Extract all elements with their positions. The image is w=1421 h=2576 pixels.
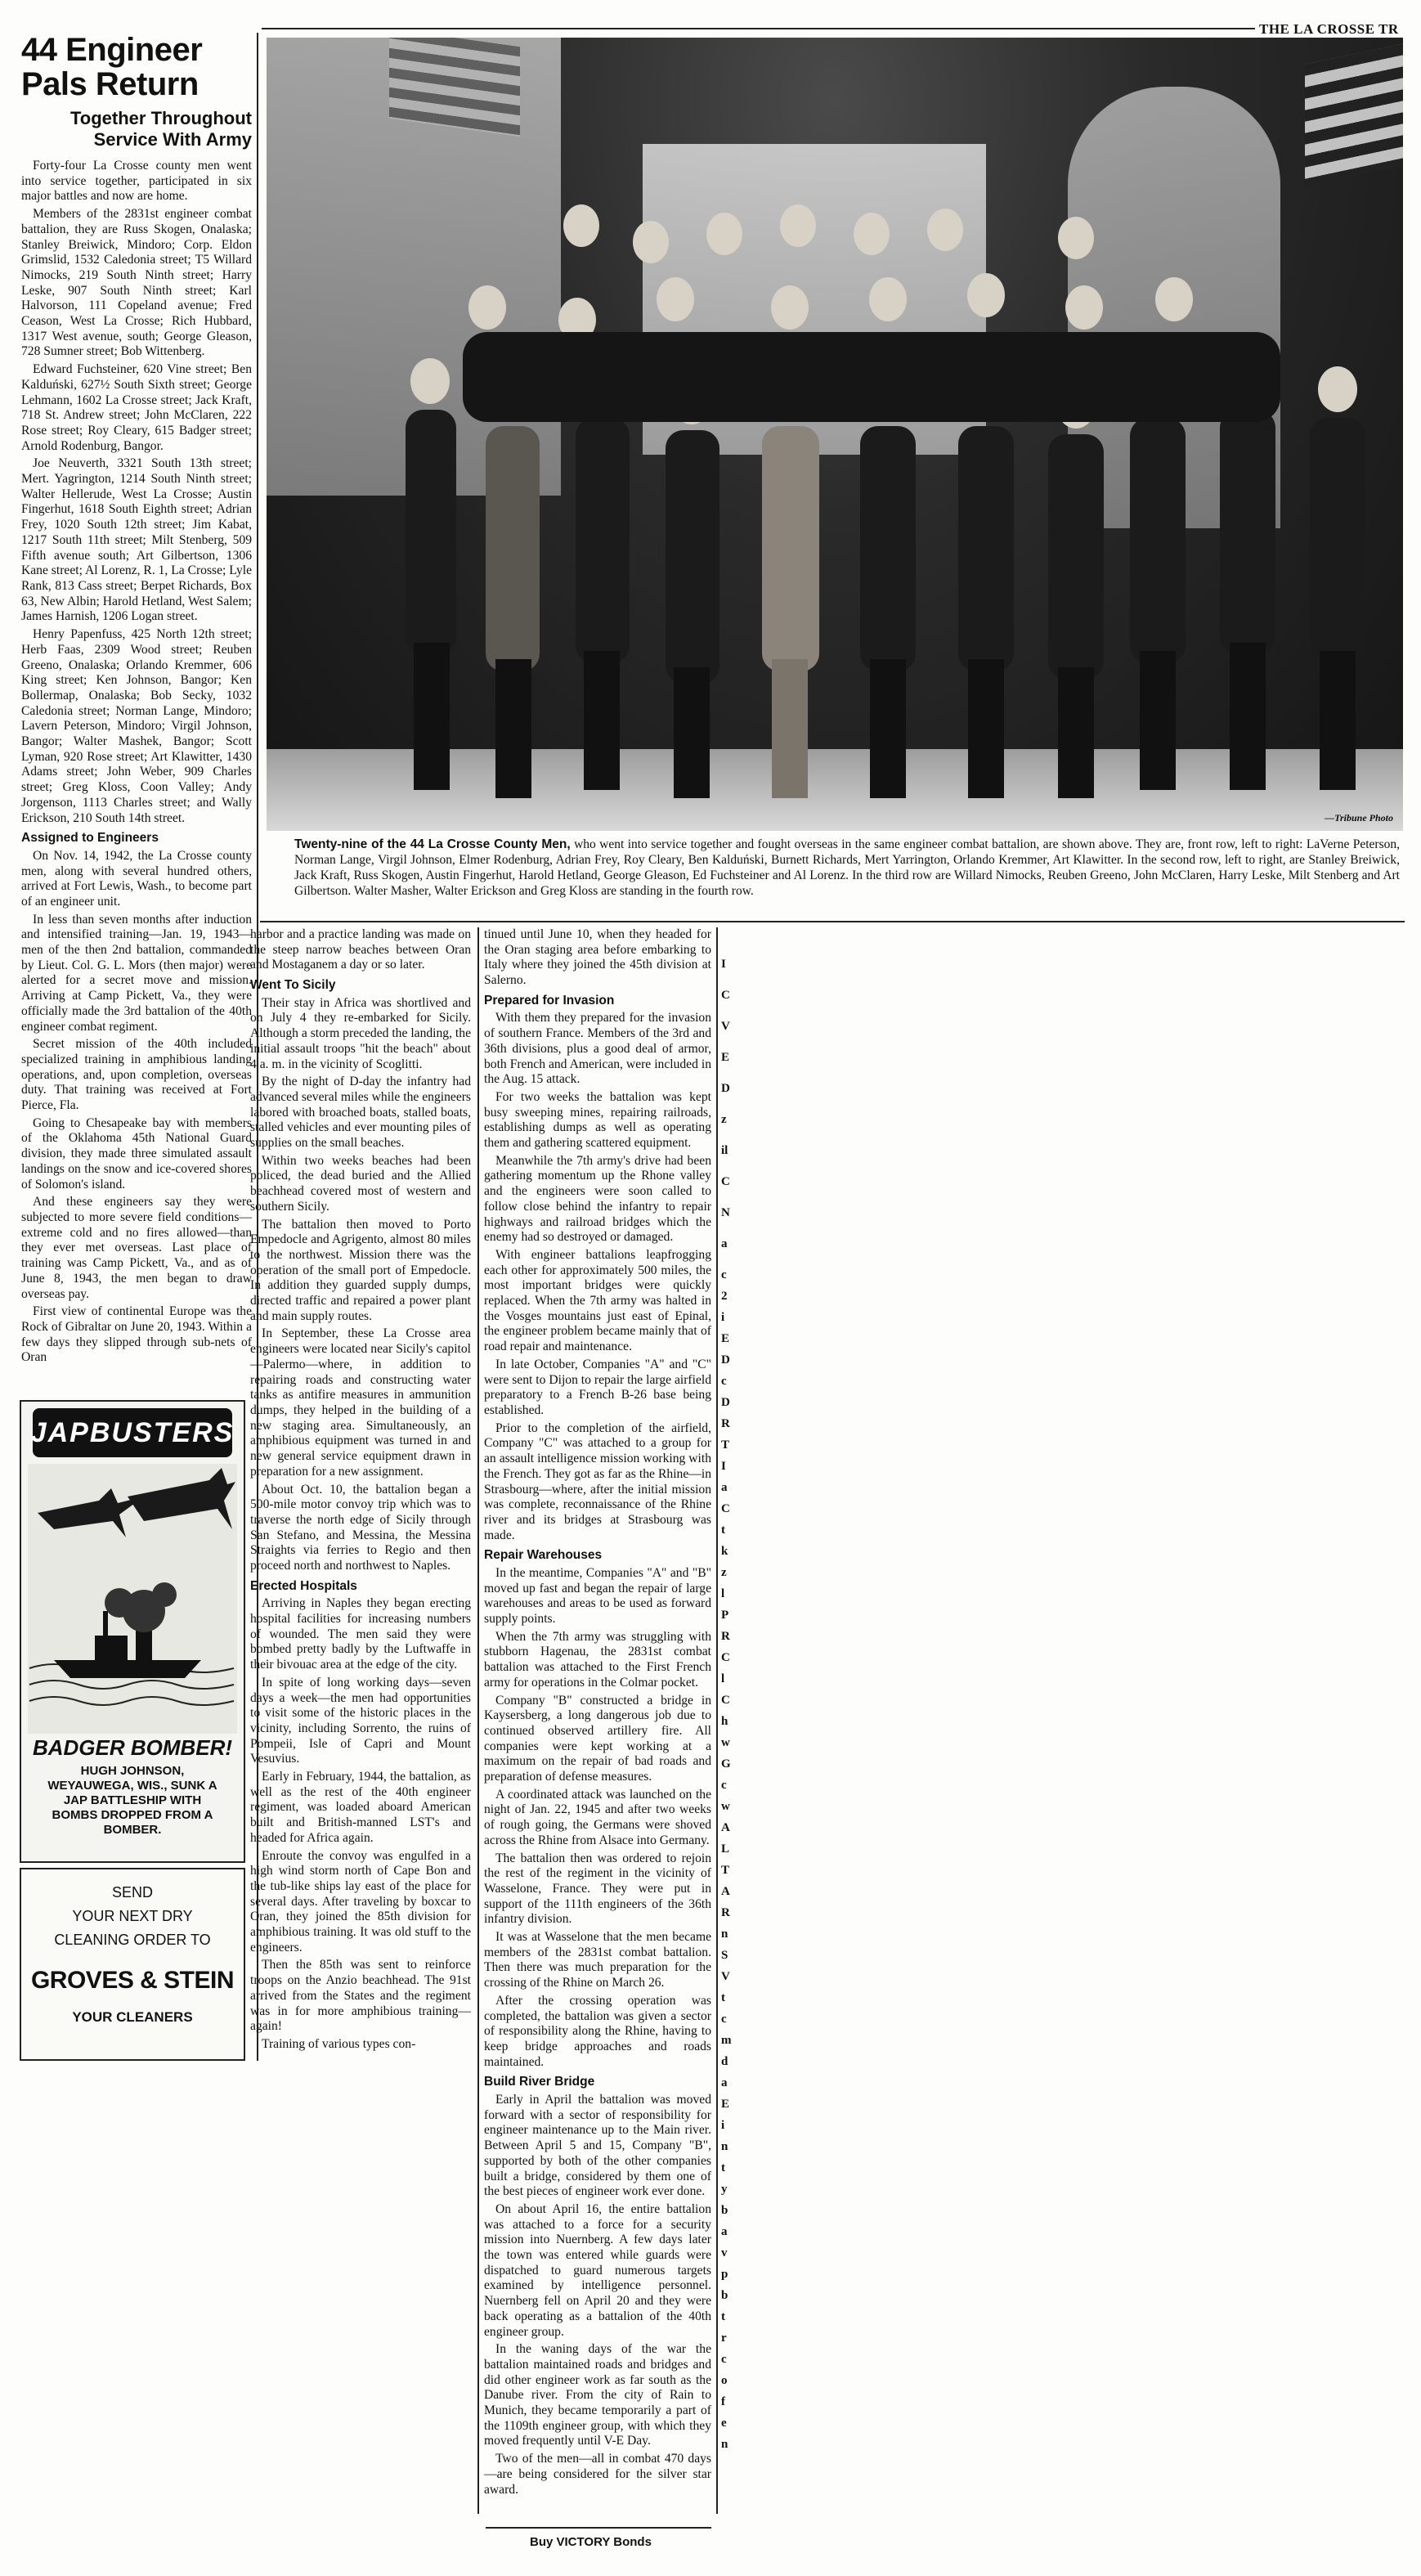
paragraph: Members of the 2831st engineer combat battalion, they are Russ Skogen, Onalaska; Stanley Breiwick, Mindoro; Corp. Eldon Grimslid, 1532 Caledonia street; T5 Willard Nimocks, 219 South Ninth street; Harry Leske, 907 South Ninth street; Karl Halvorson, 111 Copeland avenue; Fred Ceason, West La Crosse; Rich Hubbard, 1317 West avenue, south; George Gleason, 728 Sumner street; Bob Wittenberg. — [21, 207, 252, 359]
fragment-letter: E — [721, 2098, 730, 2111]
fragment-letter: f — [721, 2395, 725, 2408]
paragraph: By the night of D-day the infantry had advanced several miles while the engineers labored with broached boats, stalled boats, stalled vehicles and ever mounting piles of supplies on the small beaches. — [250, 1075, 471, 1151]
paragraph: Their stay in Africa was shortlived and on July 4 they re-embarked for Sicily. Although a storm preceded the landing, the initial assault troops "hit the beach" about 4 a. m. in the vicinity of Scoglitti. — [250, 995, 471, 1071]
fragment-letter: D — [721, 1353, 730, 1367]
photo-credit: —Tribune Photo — [1325, 812, 1393, 824]
groves-stein-ad — [20, 1868, 245, 2061]
paragraph: harbor and a practice landing was made on the steep narrow beaches between Oran and Mostaganem a day or so later. — [250, 927, 471, 972]
paragraph: When the 7th army was struggling with stubborn Hagenau, the 2831st combat battalion was attached to the First French army for operations in the Colmar pocket. — [484, 1629, 711, 1690]
fragment-letter: m — [721, 2034, 732, 2047]
caption-rule — [260, 921, 1405, 922]
paragraph: tinued until June 10, when they headed for the Oran staging area before embarking to Italy where they joined the 45th division at Salerno. — [484, 927, 711, 988]
photo-caption — [294, 837, 1400, 900]
paragraph: The battalion then was ordered to rejoin the rest of the regiment in the vicinity of Wasselone, France. They were put in support of the 111th engineers of the 36th infantry division. — [484, 1851, 711, 1927]
story-column-1 — [21, 33, 252, 1368]
subhead-repair: Repair Warehouses — [484, 1548, 603, 1563]
caption-lead: Twenty-nine of the 44 La Crosse County Men, — [294, 837, 571, 851]
paragraph: With engineer battalions leapfrogging each other for approximately 500 miles, the most important bridges were quickly replaced. When the 7th army was halted in the Vosges mountains just east of Epinal, the engineer problem became mainly that of road repair and maintenance. — [484, 1247, 711, 1354]
paragraph: Training of various types con- — [262, 2037, 416, 2051]
fragment-letter: c — [721, 1268, 727, 1281]
paragraph: It was at Wasselone that the men became members of the 2831st combat battalion. Then there was much preparation for the crossing of the Rhine on March 26. — [484, 1930, 711, 1990]
fragment-letter: z — [721, 1113, 727, 1126]
masthead: THE LA CROSSE TR — [1259, 21, 1399, 37]
fragment-letter: S — [721, 1949, 728, 1962]
fragment-letter: n — [721, 2140, 728, 2153]
paragraph: In less than seven months after induction and intensified training—Jan. 19, 1943—men of the then 2nd battalion, commanded by Lieut. Col. G. L. Mors (then major) were alerted for a secret move and mission. Arriving at Camp Pickett, Va., they were officially made the 3rd battalion of the 40th engineer combat regiment. — [21, 912, 252, 1034]
fragment-letter: k — [721, 1545, 728, 1558]
subhead-assigned: Assigned to Engineers — [21, 831, 159, 846]
fragment-letter: y — [721, 2183, 728, 2196]
story-column-2 — [250, 927, 471, 2055]
japbusters-banner-text: JAPBUSTERS — [30, 1416, 235, 1448]
footer-rule — [486, 2527, 711, 2529]
paragraph: Within two weeks beaches had been policed, the dead buried and the Allied beachhead covered most of western and southern Sicily. — [250, 1153, 471, 1214]
paragraph: Company "B" constructed a bridge in Kaysersberg, a long dangerous job due to continued observed artillery fire. All companies were kept working at a maximum on the repair of bad roads and preparation of defense measures. — [484, 1693, 711, 1784]
fragment-letter: n — [721, 2438, 728, 2451]
fragment-letter: C — [721, 1651, 730, 1664]
japbusters-ad — [20, 1400, 245, 1863]
fragment-letter: A — [721, 1885, 730, 1898]
paragraph: Joe Neuverth, 3321 South 13th street; Mert. Yagrington, 1214 South Ninth street; Walter Hellerude, West La Crosse; Austin Fingerhut, 1618 South Eighth street; Adrian Frey, 1020 South 12th street; Jim Kabat, 1217 South 11th street; Milt Stenberg, 509 Fifth avenue south; Art Gilbertson, 1306 Kane street; Al Lorenz, R. 1, La Crosse; Lyle Rank, 813 Cass street; Berpet Richards, Box 63, New Albin; Harold Hetland, West Salem; James Harnish, 1206 Logan street. — [21, 456, 252, 624]
subhead-invasion: Prepared for Invasion — [484, 993, 615, 1008]
fragment-letter: z — [721, 1566, 727, 1579]
paragraph: For two weeks the battalion was kept busy sweeping mines, repairing railroads, establishing dumps as well as operating them and gathering scattered equipment. — [484, 1089, 711, 1151]
japbusters-banner — [30, 1408, 235, 1457]
fragment-letter: w — [721, 1800, 730, 1813]
fragment-letter: V — [721, 1020, 730, 1033]
story-text-col1 — [21, 159, 252, 1366]
fragment-letter: t — [721, 2161, 725, 2174]
victory-bonds-footer: Buy VICTORY Bonds — [530, 2535, 652, 2549]
fragment-letter: i — [721, 2119, 725, 2132]
fragment-letter: o — [721, 2374, 728, 2387]
paragraph: In the meantime, Companies "A" and "B" moved up fast and began the repair of large warehouses and areas to be used as forward supply points. — [484, 1565, 711, 1627]
fragment-letter: i — [721, 1311, 725, 1324]
fragment-letter: l — [721, 1672, 725, 1685]
fragment-letter: P — [721, 1609, 729, 1622]
fragment-letter: n — [721, 1928, 728, 1941]
fragment-letter: t — [721, 1991, 725, 2004]
badger-bomber-text: HUGH JOHNSON, WEYAUWEGA, WIS., SUNK A JAP BATTLESHIP WITH BOMBS DROPPED FROM A BOMBER. — [47, 1764, 217, 1837]
ad-line-next: YOUR NEXT DRY — [72, 1908, 193, 1924]
paragraph: On Nov. 14, 1942, the La Crosse county men, along with several hundred others, arrived at Fort Lewis, Wash., to become part of an engineer unit. — [21, 848, 252, 909]
paragraph: In spite of long working days—seven days a week—the men had opportunities to visit some of the historic places in the vicinity, including Sorrento, the ruins of Pompeii, Isle of Capri and Mount Vesuvius. — [250, 1675, 471, 1766]
fragment-letter: a — [721, 2076, 728, 2089]
fragment-letter: G — [721, 1757, 731, 1770]
fragment-letter: R — [721, 1417, 730, 1430]
fragment-letter: T — [721, 1864, 730, 1877]
paragraph: Edward Fuchsteiner, 620 Vine street; Ben Kalduński, 627½ South Sixth street; George Lehmann, 1602 La Crosse street; Jack Kraft, 718 St. Andrew street; John McClaren, 222 Rose street; Roy Cleary, 615 Badger street; Arnold Rodenburg, Bangor. — [21, 362, 252, 453]
fragment-letter: t — [721, 1524, 725, 1537]
paragraph: In late October, Companies "A" and "C" were sent to Dijon to repair the large airfield preparatory to a French B-26 base being established. — [484, 1357, 711, 1417]
paragraph: After the crossing operation was completed, the battalion was given a sector of responsibility along the Rhine, having to keep bridge approaches and roads maintained. — [484, 1993, 711, 2069]
headline: 44 Engineer Pals Return — [21, 32, 203, 102]
fragment-letter: b — [721, 2204, 728, 2217]
fragment-letter: h — [721, 1715, 728, 1728]
fragment-letter: a — [721, 1481, 728, 1494]
paragraph: About Oct. 10, the battalion began a 500-mile motor convoy trip which was to traverse the north edge of Sicily through San Stefano, and Messina, the Messina Straights via ferries to Regio and then proceed north and northwest to Naples. — [250, 1482, 471, 1573]
fragment-letter: C — [721, 989, 730, 1002]
paragraph: With them they prepared for the invasion of southern France. Members of the 3rd and 36th divisions, plus a good deal of armor, both French and American, were included in the Aug. 15 attack. — [484, 1011, 711, 1087]
fragment-letter: C — [721, 1694, 730, 1707]
paragraph: Henry Papenfuss, 425 North 12th street; Herb Faas, 2309 Wood street; Reuben Greeno, Onalaska; Orlando Kremmer, 606 King street; Ken Johnson, Bangor; Ken Bollermap, Onalaska; Bob Secky, 1032 Caledonia street; Norman Lange, Mindoro; Lavern Peterson, Mindoro; Virgil Johnson, Bangor; Walter Mashek, Bangor; Scott Lyman, 920 Rose street; Art Klawitter, 1430 Adams street; John Weber, 909 Charles street; Greg Kloss, Coon Valley; Andy Jorgenson, 1113 Charles street; and Wally Erickson, 210 South 14th street. — [21, 627, 252, 825]
fragment-letter: d — [721, 2055, 728, 2068]
badger-bomber-title: BADGER BOMBER! — [32, 1735, 233, 1760]
fragment-letter: R — [721, 1906, 730, 1919]
fragment-letter: D — [721, 1082, 730, 1095]
fragment-letter: V — [721, 1970, 730, 1983]
paragraph: Arriving in Naples they began erecting hospital facilities for increasing numbers of wounded. The men said they were bombed pretty badly by the Luftwaffe in their bivouac area at the edge of the city. — [250, 1596, 471, 1672]
fragment-letter: e — [721, 2417, 727, 2430]
fragment-letter: il — [721, 1144, 728, 1157]
fragment-letter: c — [721, 1375, 727, 1388]
fragment-letter: A — [721, 1821, 730, 1834]
fragment-letter: D — [721, 1396, 730, 1409]
caption-text: who went into service together and fought overseas in the same engineer combat battalion, are shown above. They are, front row, left to right: LaVerne Peterson, Norman Lange, Virgil Johnson, Elmer Rodenburg, Adrian Frey, Roy Cleary, Ben Kalduński, Burnett Richards, Mert Yarrington, Orlando Kremmer, Art Klawitter. In the second row, left to right, are Stanley Breiwick, Jack Kraft, Russ Skogen, Austin Fingerhut, Harold Hetland, George Gleason, Ed Fuchsteiner and Al Lorenz. In the third row are Willard Nimocks, Reuben Greeno, John McClaren, Harry Leske, Milt Stenberg and Art Gilbertson. Walter Masher, Walter Erickson and Greg Kloss are standing in the fourth row. — [294, 837, 1400, 898]
fragment-letter: E — [721, 1332, 730, 1345]
fragment-letter: p — [721, 2268, 728, 2281]
fragment-letter: r — [721, 2331, 727, 2345]
paragraph: On about April 16, the entire battalion was attached to a force for a security mission into Nuernberg. A few days later the town was entered while guards were dispatched to guard numerous targets examined by intelligence personnel. Nuernberg fell on April 20 and they were back operating as a battalion of the 40th engineer group. — [484, 2201, 711, 2339]
paragraph: Two of the men—all in combat 470 days—are being considered for the silver star award. — [484, 2452, 711, 2497]
paragraph: In the waning days of the war the battalion maintained roads and bridges and did other engineer work as far south as the Danube river. From the city of Rain to Munich, they became temporarily a part of the 1109th engineer group, with which they moved frequently until V-E Day. — [484, 2342, 711, 2448]
paragraph: Then the 85th was sent to reinforce troops on the Anzio beachhead. The 91st arrived from the States and the regiment was in for more amphibious training—again! — [250, 1958, 471, 2034]
paragraph: Forty-four La Crosse county men went into service together, participated in six major battles and now are home. — [21, 159, 252, 204]
column-rule — [477, 927, 479, 2514]
paragraph: And these engineers say they were subjected to more severe field conditions—extreme cold and no fires allowed—than they ever met overseas. Last place of training was Camp Pickett, Va., and as of June 8, 1943, the men began to draw overseas pay. — [21, 1195, 252, 1301]
fragment-letter: b — [721, 2289, 728, 2302]
fragment-letter: c — [721, 2353, 727, 2366]
fragment-letter: I — [721, 958, 726, 971]
fragment-letter: 2 — [721, 1290, 728, 1303]
paragraph: The battalion then moved to Porto Empedocle and Agrigento, almost 80 miles to the northwest. Mission there was the operation of the small port of Empedocle. In addition they guarded supply dumps, directed traffic and repaired a power plant and main supply routes. — [250, 1217, 471, 1323]
paragraph: Early in February, 1944, the battalion, as well as the rest of the 40th engineer regiment, was loaded aboard American built and British-manned LST's and headed for Africa again. — [250, 1770, 471, 1845]
fragment-letter: v — [721, 2246, 728, 2260]
paragraph: Prior to the completion of the airfield, Company "C" was attached to a group for an assault intelligence mission working with the French. They got as far as the Rhine—in Strasbourg—where, after the initial mission was complete, reconnaissance of the Rhine river and its bridges at Strasbourg was made. — [484, 1420, 711, 1542]
paragraph: First view of continental Europe was the Rock of Gibraltar on June 20, 1943. Within a few days they slipped through sub-nets of Oran — [21, 1304, 252, 1365]
subhead-bridge: Build River Bridge — [484, 2075, 595, 2089]
fragment-letter: N — [721, 1206, 730, 1219]
men-group — [267, 38, 1403, 831]
fragment-letter: C — [721, 1502, 730, 1515]
ad-brand: GROVES & STEIN — [30, 1967, 235, 1994]
column-rule — [716, 927, 718, 2514]
subhead-sicily: Went To Sicily — [250, 978, 336, 993]
fragment-letter: a — [721, 1237, 728, 1250]
fragment-letter: E — [721, 1051, 730, 1064]
paragraph: Secret mission of the 40th included specialized training in amphibious landing operations, and, upon completion, overseas duty. That training was received at Fort Pierce, Fla. — [21, 1037, 252, 1113]
fragment-letter: I — [721, 1460, 726, 1473]
group-photo — [267, 38, 1403, 831]
ad-line-send: SEND — [111, 1884, 153, 1901]
fragment-letter: L — [721, 1842, 730, 1856]
fragment-letter: w — [721, 1736, 730, 1749]
masthead-rule — [262, 28, 1255, 29]
paragraph: Going to Chesapeake bay with members of the Oklahoma 45th National Guard division, they made three simulated assault landings on the snow and ice-covered shores of Solomon's island. — [21, 1115, 252, 1192]
fragment-letter: l — [721, 1587, 725, 1600]
story-column-3 — [484, 927, 711, 2500]
fragment-letter: c — [721, 1779, 727, 1792]
fragment-letter: a — [721, 2225, 728, 2238]
cropped-column-fragments — [721, 957, 733, 2458]
paragraph: A coordinated attack was launched on the night of Jan. 22, 1945 and after two weeks of rough going, the Germans were shoved across the Rhine from Alsace into Germany. — [484, 1787, 711, 1847]
bomber-illustration — [21, 1464, 244, 1734]
paragraph: In September, these La Crosse area engineers were located near Sicily's capitol—Palermo—where, in addition to repairing roads and constructing water tanks as antifire measures in ammunition dumps, they helped in the building of a new staging area. Simultaneously, an amphibious equipment was turned in and new general service equipment drawn in preparation for a new assignment. — [250, 1326, 471, 1479]
fragment-letter: c — [721, 2013, 727, 2026]
fragment-letter: C — [721, 1175, 730, 1188]
fragment-letter: R — [721, 1630, 730, 1643]
ad-tagline: YOUR CLEANERS — [72, 2009, 193, 2025]
subhead-hospitals: Erected Hospitals — [250, 1578, 357, 1593]
fragment-letter: T — [721, 1438, 730, 1452]
ad-line-cleaning: CLEANING ORDER TO — [54, 1932, 211, 1948]
fragment-letter: t — [721, 2310, 725, 2323]
paragraph: Enroute the convoy was engulfed in a high wind storm north of Cape Bon and the tub-like ships lay east of the place for several days. After traveling by boxcar to Oran, they joined the 85th division for amphibious training. It was old stuff to the engineers. — [250, 1848, 471, 1954]
deck: Together Throughout Service With Army — [70, 108, 252, 150]
paragraph: Early in April the battalion was moved forward with a sector of responsibility for engineer maintenance up to the Main river. Between April 5 and 15, Company "B", supported by both of the other companies built a bridge, considered by them one of the best pieces of engineer work ever done. — [484, 2093, 711, 2199]
paragraph: Meanwhile the 7th army's drive had been gathering momentum up the Rhone valley and the engineers were soon called to follow close behind the infantry to repair highways and railroad bridges which the enemy had so destroyed or damaged. — [484, 1153, 711, 1245]
